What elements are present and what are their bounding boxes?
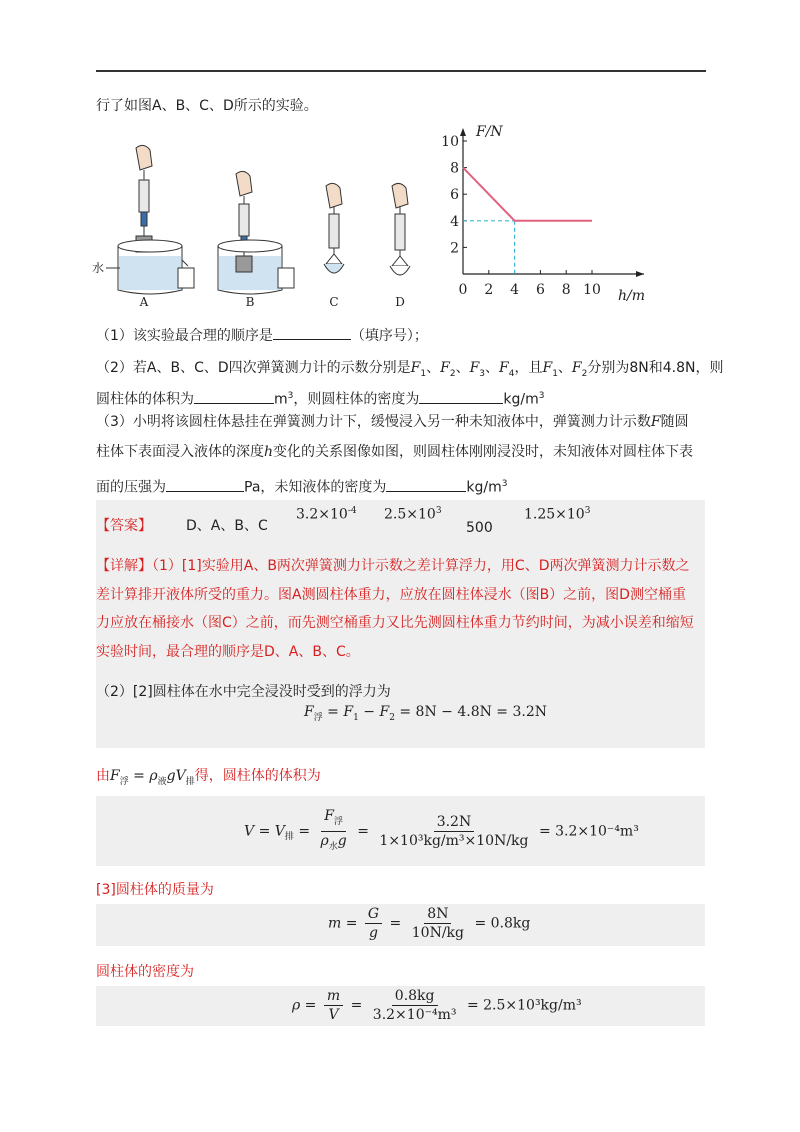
answer-label: 【答案】 bbox=[96, 518, 152, 534]
pressure-blank[interactable] bbox=[166, 479, 244, 492]
x-axis-label: h/m bbox=[618, 288, 646, 304]
y-axis-label: F/N bbox=[476, 124, 503, 140]
y-tick-label: 6 bbox=[450, 187, 459, 204]
x-tick-label: 0 bbox=[458, 282, 468, 298]
question-2-line-1: （2）若A、B、C、D四次弹簧测力计的示数分别是$F_1$、$F_2$、$F_3$、$F_4$，且$F_1$、$F_2$分别为8N和4.8N，则 bbox=[96, 360, 724, 379]
volume-blank[interactable] bbox=[194, 391, 274, 404]
experiment-figure bbox=[92, 140, 422, 316]
x-tick-label: 10 bbox=[583, 282, 601, 298]
question-3-line-3: 面的压强为 Pa，未知液体的密度为 $kg/m^3$ bbox=[96, 479, 508, 496]
liquid-density-blank[interactable] bbox=[386, 479, 466, 492]
y-axis-arrow bbox=[460, 128, 466, 136]
question-2-line-2: 圆柱体的体积为 $m^3$，则圆柱体的密度为 $kg/m^3$ bbox=[96, 391, 545, 408]
question-1: （1）该实验最合理的顺序是 （填序号）； bbox=[96, 328, 428, 344]
equation-buoyancy: $F_浮 = F_1 - F_2 = 8N - 4.8N = 3.2N$ bbox=[304, 704, 548, 723]
equation-mass: m = $\frac{G}{g}$ = $\frac{8N}{10N/kg}$ = 0.8kg bbox=[328, 906, 531, 941]
setup-c bbox=[324, 183, 344, 273]
force-series-line bbox=[463, 168, 592, 221]
intro-text: 行了如图A、B、C、D所示的实验。 bbox=[96, 98, 318, 114]
density-blank[interactable] bbox=[419, 391, 503, 404]
y-tick-label: 2 bbox=[450, 240, 459, 257]
detail-paragraph-1: 【详解】（1）[1]实验用A、B两次弹簧测力计示数之差计算浮力，用C、D两次弹簧测力计示数之 差计算排开液体所受的重力。图A测圆柱体重力，应放在圆柱体浸水（图B）之前，图D测空桶重 力应放在桶接水（图C）之前，而先测空桶重力又比先测圆柱体重力节约时间，为减小误差和缩短 实验时间，最合理的顺序是D、A、B、C。 bbox=[96, 558, 694, 660]
x-tick-label: 8 bbox=[561, 282, 571, 298]
x-tick-label: 2 bbox=[484, 282, 494, 298]
answer-4: 500 bbox=[466, 520, 493, 536]
detail-from-line: 由$F_浮 = \rho_液gV_排$得，圆柱体的体积为 bbox=[96, 768, 321, 787]
x-tick-label: 4 bbox=[510, 282, 520, 298]
x-tick-label: 6 bbox=[535, 282, 545, 298]
x-axis-arrow bbox=[636, 271, 644, 277]
force-depth-graph bbox=[430, 120, 660, 306]
question-3-line-2: 柱体下表面浸入液体的深度h变化的关系图像如图，则圆柱体刚刚浸没时，未知液体对圆柱体下表 bbox=[96, 444, 694, 460]
setup-d bbox=[390, 183, 410, 275]
caption-b: B bbox=[245, 295, 255, 309]
water-label: 水 bbox=[92, 261, 105, 275]
question-3-line-1: （3）小明将该圆柱体悬挂在弹簧测力计下，缓慢浸入另一种未知液体中，弹簧测力计示数F随圆 bbox=[96, 414, 689, 430]
setup-a bbox=[118, 145, 194, 294]
y-tick-label: 10 bbox=[441, 134, 459, 150]
caption-a: A bbox=[139, 295, 149, 309]
answer-2: $3.2\times 10^{-4}$ bbox=[296, 506, 357, 523]
detail-paragraph-2: （2）[2]圆柱体在水中完全浸没时受到的浮力为 bbox=[96, 684, 391, 700]
detail-paragraph-3: [3]圆柱体的质量为 bbox=[96, 882, 214, 898]
caption-d: D bbox=[395, 295, 405, 309]
caption-c: C bbox=[329, 295, 339, 309]
answer-blank[interactable] bbox=[273, 327, 351, 340]
equation-volume: $V = V_排$ = $\frac{F_浮}{\rho_水g}$ = $\frac{3.2N}{\text{1×10³kg/m³×10N/kg}}$ = 3.2×10⁻⁴m³ bbox=[244, 808, 639, 852]
answer-1: D、A、B、C bbox=[186, 518, 268, 534]
setup-b bbox=[218, 171, 294, 294]
y-tick-label: 4 bbox=[450, 213, 459, 230]
y-tick-label: 8 bbox=[450, 160, 459, 177]
equation-density: ρ = $\frac{m}{V}$ = $\frac{0.8kg}{\text{3.2×10⁻⁴m³}}$ = 2.5×10³kg/m³ bbox=[292, 988, 582, 1023]
detail-paragraph-4: 圆柱体的密度为 bbox=[96, 964, 194, 980]
header-rule bbox=[96, 70, 706, 72]
answer-5: $1.25\times 10^3$ bbox=[524, 506, 591, 523]
answer-3: $2.5\times 10^3$ bbox=[384, 506, 442, 523]
